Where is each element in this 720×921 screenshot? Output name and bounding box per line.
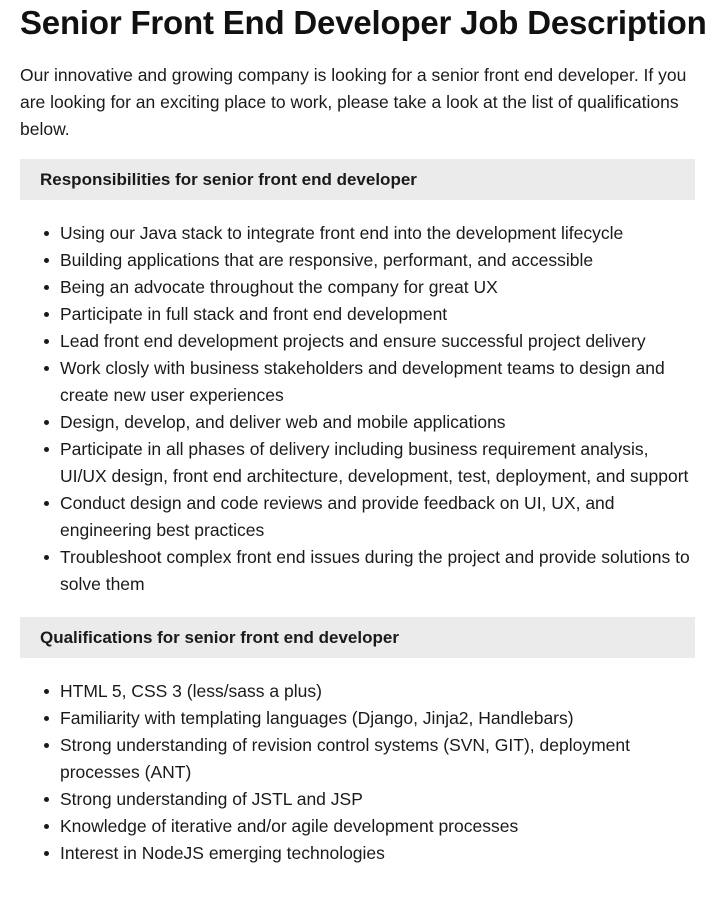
list-item: Lead front end development projects and ensure successful project delivery [60, 328, 695, 355]
list-item: HTML 5, CSS 3 (less/sass a plus) [60, 678, 695, 705]
list-item: Strong understanding of JSTL and JSP [60, 786, 695, 813]
list-item: Strong understanding of revision control systems (SVN, GIT), deployment processes (ANT) [60, 732, 695, 786]
list-item: Being an advocate throughout the company for great UX [60, 274, 695, 301]
list-item: Participate in full stack and front end development [60, 301, 695, 328]
list-item: Building applications that are responsive, performant, and accessible [60, 247, 695, 274]
responsibilities-header: Responsibilities for senior front end developer [20, 159, 695, 200]
list-item: Conduct design and code reviews and provide feedback on UI, UX, and engineering best practices [60, 490, 695, 544]
qualifications-list [20, 678, 695, 867]
list-item: Work closly with business stakeholders and development teams to design and create new user experiences [60, 355, 695, 409]
list-item: Troubleshoot complex front end issues during the project and provide solutions to solve them [60, 544, 695, 598]
list-item: Knowledge of iterative and/or agile development processes [60, 813, 695, 840]
list-item: Interest in NodeJS emerging technologies [60, 840, 695, 867]
intro-paragraph: Our innovative and growing company is looking for a senior front end developer. If you are looking for an exciting place to work, please take a look at the list of qualifications below. [20, 65, 687, 139]
list-item: Design, develop, and deliver web and mobile applications [60, 409, 695, 436]
list-item: Participate in all phases of delivery including business requirement analysis, UI/UX design, front end architecture, development, test, deployment, and support [60, 436, 695, 490]
page-title: Senior Front End Developer Job Description [20, 4, 707, 41]
list-item: Familiarity with templating languages (Django, Jinja2, Handlebars) [60, 705, 695, 732]
responsibilities-list [20, 220, 695, 598]
qualifications-header: Qualifications for senior front end developer [20, 617, 695, 658]
list-item: Using our Java stack to integrate front end into the development lifecycle [60, 220, 695, 247]
